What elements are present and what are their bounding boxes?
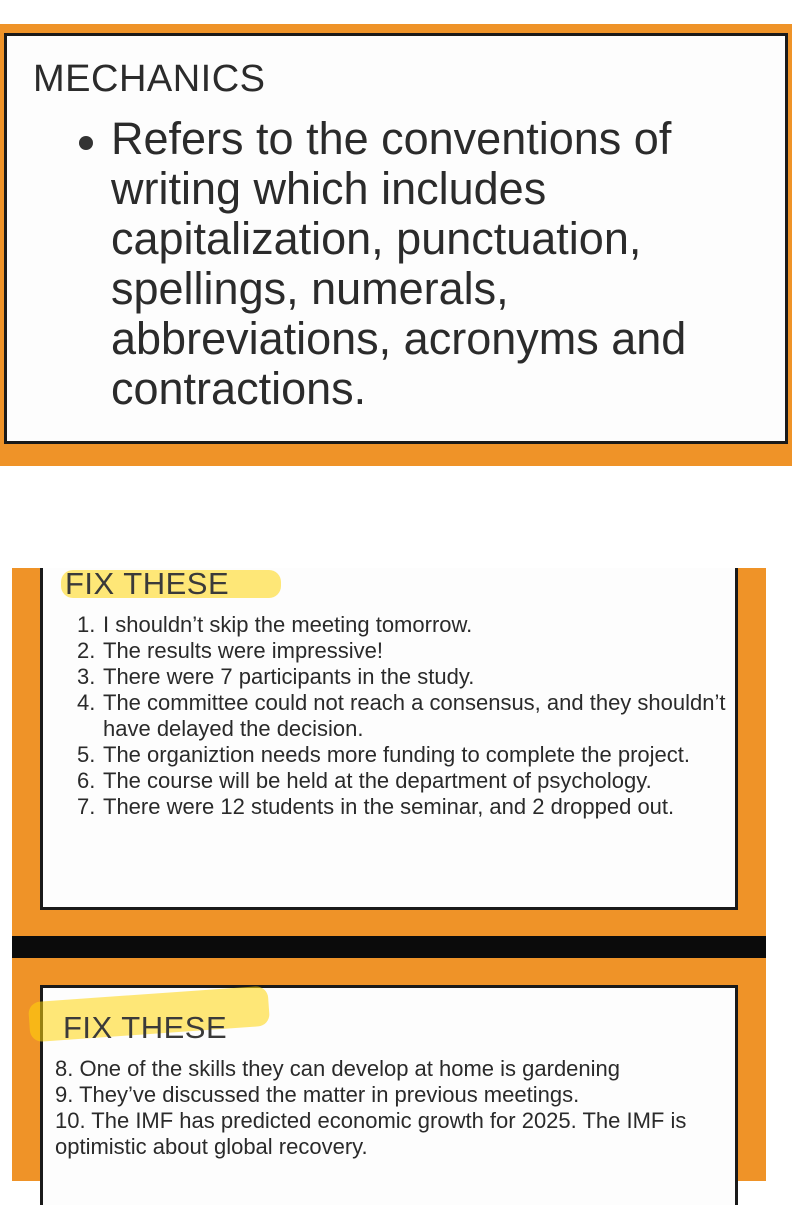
list-item [77,612,727,638]
list-number: 1. [77,612,96,637]
slide-fix-these-2 [40,985,738,1205]
bullet-text: Refers to the conventions of writing which includes capitalization, punctuation, spellings, numerals, abbreviations, acronyms and contractions. [111,113,687,414]
numbered-list [55,1056,731,1160]
list-number: 7. [77,794,96,819]
list-item: 9. They’ve discussed the matter in previous meetings. [55,1082,580,1107]
list-item [77,742,727,768]
list-number: 3. [77,664,96,689]
list-item: 8. One of the skills they can develop at home is gardening [55,1056,621,1081]
list-item [77,638,727,664]
list-number: 2. [77,638,96,663]
list-number: 4. [77,690,96,715]
slide-title: MECHANICS [33,58,266,100]
list-item: 10. The IMF has predicted economic growth for 2025. The IMF is optimistic about global recovery. [55,1108,687,1159]
list-item [77,768,727,794]
slide-title: FIX THESE [65,566,230,601]
list-text: There were 12 students in the seminar, and 2 dropped out. [103,794,675,819]
list-text: There were 7 participants in the study. [103,664,475,689]
list-item [77,664,727,690]
list-number: 6. [77,768,96,793]
list-item [77,794,727,820]
list-text: The committee could not reach a consensus, and they shouldn’t have delayed the decision. [103,690,726,741]
list-number: 5. [77,742,96,767]
list-item [77,690,727,742]
bullet-dot-icon [79,136,93,150]
slide-mechanics [4,33,788,444]
slide-fix-these-1 [40,568,738,910]
slide-title: FIX THESE [63,1010,228,1045]
slide-divider [12,936,766,958]
list-text: I shouldn’t skip the meeting tomorrow. [103,612,473,637]
list-text: The organiztion needs more funding to complete the project. [103,742,691,767]
numbered-list [77,612,727,820]
list-text: The results were impressive! [103,638,383,663]
list-text: The course will be held at the department of psychology. [103,768,652,793]
